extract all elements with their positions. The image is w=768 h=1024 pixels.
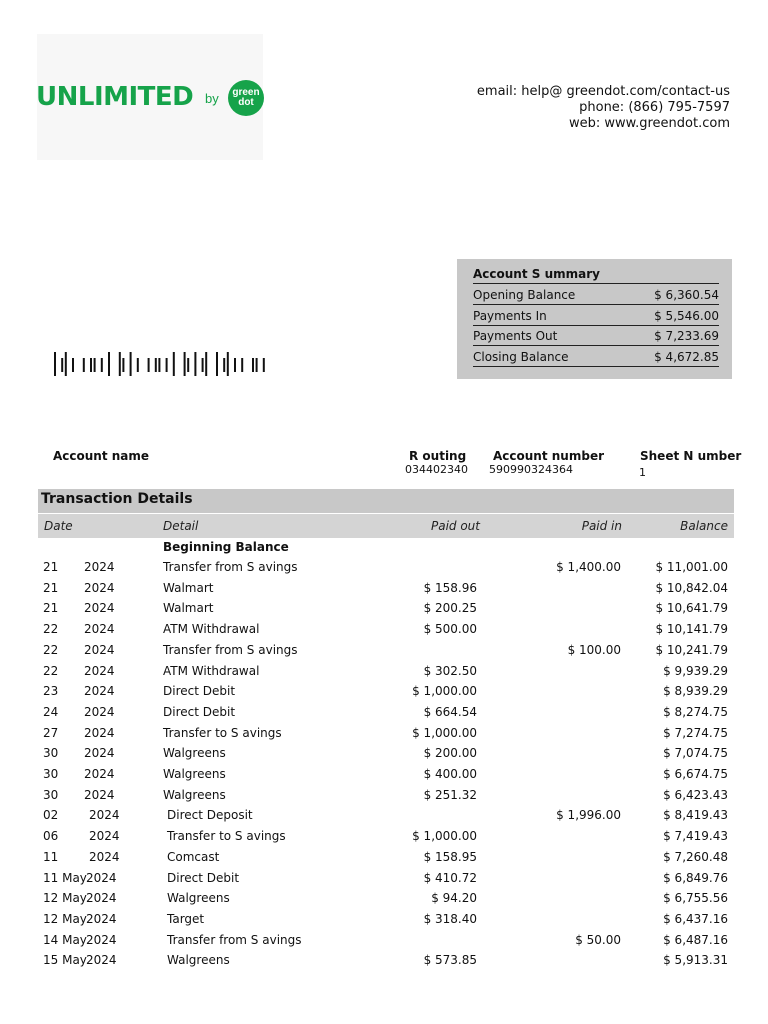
barcode-bar (234, 358, 236, 372)
row-paid-out: $ 573.85 (423, 953, 477, 968)
row-date-day: 30 (43, 767, 59, 781)
barcode-bar (90, 358, 92, 372)
summary-label: Payments Out (473, 329, 558, 344)
table-row (0, 767, 768, 788)
row-date-day: 21 (43, 601, 59, 616)
row-paid-out: $ 200.25 (423, 601, 477, 616)
row-paid-out: $ 94.20 (431, 891, 477, 906)
row-balance: $ 6,437.16 (663, 911, 728, 926)
barcode-image (54, 352, 266, 378)
barcode-bar (137, 358, 139, 372)
table-row (0, 705, 768, 726)
barcode-bar (202, 358, 204, 372)
row-balance: $ 7,274.75 (663, 725, 728, 740)
row-paid-out: $ 158.95 (423, 849, 477, 864)
col-paid-out: Paid out (430, 519, 480, 533)
row-detail: Transfer from S avings (163, 642, 298, 657)
row-paid-in: $ 100.00 (567, 642, 621, 657)
transaction-details-title: Transaction Details (41, 491, 193, 507)
row-detail: Direct Deposit (167, 808, 253, 823)
row-date-year: 2024 (84, 622, 115, 637)
row-date-year: 2024 (84, 746, 115, 761)
row-detail: Direct Debit (167, 870, 240, 885)
row-balance: $ 6,674.75 (663, 767, 728, 781)
row-date-year: 2024 (89, 849, 120, 864)
row-balance: $ 5,913.31 (663, 953, 728, 968)
summary-row (473, 348, 719, 367)
brand-wordmark: UNLIMITED (36, 82, 194, 112)
row-date-day: 15 May (43, 953, 87, 968)
row-paid-out: $ 251.32 (423, 787, 477, 802)
row-balance: $ 11,001.00 (655, 560, 728, 574)
row-date-year: 2024 (84, 601, 115, 616)
row-date-year: 2024 (89, 808, 120, 823)
row-date-day: 22 (43, 622, 59, 637)
row-paid-out: $ 664.54 (423, 704, 477, 719)
row-date-day: 23 (43, 684, 59, 699)
row-detail: ATM Withdrawal (163, 622, 260, 637)
column-header-row (38, 514, 734, 538)
row-date-day: 14 May (43, 932, 87, 947)
row-paid-out: $ 400.00 (423, 767, 477, 781)
col-date: Date (44, 519, 73, 533)
col-detail: Detail (163, 519, 199, 533)
row-balance: $ 7,419.43 (663, 829, 728, 844)
row-balance: $ 8,274.75 (663, 704, 728, 719)
row-detail: Walgreens (163, 787, 226, 802)
row-date-year: 2024 (89, 829, 120, 844)
beginning-balance-label: Beginning Balance (163, 540, 289, 554)
row-date-day: 06 (43, 829, 59, 844)
row-balance: $ 6,423.43 (663, 787, 728, 802)
transaction-details-header (38, 489, 734, 513)
row-detail: Walgreens (167, 891, 230, 906)
summary-label: Opening Balance (473, 288, 576, 302)
contact-web: web: www.greendot.com (569, 116, 730, 131)
row-date-day: 12 May (43, 891, 87, 906)
row-date-day: 27 (43, 725, 59, 740)
table-row (0, 581, 768, 602)
row-detail: Walmart (163, 601, 214, 616)
row-date-year: 2024 (84, 725, 115, 740)
summary-row (473, 307, 719, 326)
barcode-bar (158, 358, 160, 372)
row-paid-out: $ 410.72 (423, 870, 477, 885)
summary-title-row (473, 265, 719, 284)
contact-email: email: help@ greendot.com/contact-us (476, 84, 730, 99)
row-detail: Direct Debit (163, 704, 236, 719)
row-date-day: 21 (43, 580, 59, 595)
row-date-day: 11 May (43, 870, 87, 885)
barcode-bar (61, 358, 63, 372)
brand-by-text: by (205, 91, 219, 106)
table-row (0, 808, 768, 829)
sheet-number-value: 1 (639, 466, 646, 479)
row-date-year: 2024 (86, 953, 117, 968)
row-detail: Comcast (167, 849, 220, 864)
row-balance: $ 9,939.29 (663, 663, 728, 678)
table-row (0, 622, 768, 643)
col-paid-in: Paid in (581, 519, 622, 533)
row-date-year: 2024 (86, 911, 117, 926)
row-balance: $ 10,241.79 (655, 642, 728, 657)
row-paid-out: $ 200.00 (423, 746, 477, 761)
row-balance: $ 7,260.48 (663, 849, 728, 864)
row-date-year: 2024 (86, 870, 117, 885)
summary-label: Payments In (473, 308, 547, 323)
row-date-year: 2024 (84, 560, 115, 574)
summary-title: Account S ummary (473, 267, 600, 281)
barcode-bar (122, 358, 124, 372)
table-row (0, 684, 768, 705)
greendot-logo (228, 80, 264, 116)
row-paid-out: $ 1,000.00 (412, 725, 477, 740)
table-row (0, 726, 768, 747)
barcode-bar (148, 358, 150, 372)
row-date-day: 30 (43, 746, 59, 761)
row-date-day: 24 (43, 704, 59, 719)
barcode-bar (83, 358, 85, 372)
barcode-bar (166, 358, 168, 372)
row-balance: $ 10,641.79 (655, 601, 728, 616)
routing-value: 034402340 (405, 463, 468, 476)
table-row (0, 560, 768, 581)
row-date-year: 2024 (84, 767, 115, 781)
row-balance: $ 8,939.29 (663, 684, 728, 699)
table-row (0, 829, 768, 850)
row-date-day: 22 (43, 642, 59, 657)
summary-label: Closing Balance (473, 350, 569, 365)
row-paid-out: $ 1,000.00 (412, 684, 477, 699)
row-paid-out: $ 1,000.00 (412, 829, 477, 844)
row-date-day: 21 (43, 560, 59, 574)
row-paid-out: $ 318.40 (423, 911, 477, 926)
row-date-year: 2024 (84, 704, 115, 719)
table-row (0, 601, 768, 622)
table-row (0, 746, 768, 767)
row-balance: $ 8,419.43 (663, 808, 728, 823)
row-detail: Transfer to S avings (167, 829, 286, 844)
account-number-label: Account number (493, 449, 604, 463)
sheet-number-label: Sheet N umber (640, 449, 742, 463)
barcode-bar (119, 352, 121, 376)
table-row (0, 933, 768, 954)
row-date-year: 2024 (84, 642, 115, 657)
row-balance: $ 6,755.56 (663, 891, 728, 906)
barcode-bar (94, 358, 96, 372)
row-detail: Target (167, 911, 205, 926)
summary-value: $ 4,672.85 (654, 350, 719, 365)
row-date-day: 11 (43, 849, 59, 864)
row-paid-in: $ 50.00 (575, 932, 621, 947)
barcode-bar (263, 358, 265, 372)
row-detail: Transfer from S avings (163, 560, 298, 574)
row-balance: $ 7,074.75 (663, 746, 728, 761)
barcode-bar (227, 352, 229, 376)
row-balance: $ 10,141.79 (655, 622, 728, 637)
barcode-bar (155, 358, 157, 372)
table-row (0, 891, 768, 912)
row-date-day: 22 (43, 663, 59, 678)
barcode-bar (184, 352, 186, 376)
summary-row (473, 327, 719, 346)
table-row (0, 850, 768, 871)
barcode-bar (173, 352, 175, 376)
beginning-balance-row (0, 540, 768, 561)
row-paid-in: $ 1,996.00 (556, 808, 621, 823)
row-paid-out: $ 302.50 (423, 663, 477, 678)
row-date-year: 2024 (84, 787, 115, 802)
row-paid-out: $ 500.00 (423, 622, 477, 637)
account-name-label: Account name (53, 449, 150, 463)
row-detail: Walgreens (167, 953, 230, 968)
table-row (0, 953, 768, 974)
row-detail: Direct Debit (163, 684, 236, 699)
barcode-bar (54, 352, 56, 376)
barcode-bar (194, 352, 196, 376)
summary-row (473, 286, 719, 305)
barcode-bar (108, 352, 110, 376)
barcode-bar (65, 352, 67, 376)
row-balance: $ 6,849.76 (663, 870, 728, 885)
summary-value: $ 7,233.69 (654, 329, 719, 344)
row-paid-in: $ 1,400.00 (556, 560, 621, 574)
row-detail: Transfer to S avings (163, 725, 282, 740)
row-date-day: 30 (43, 787, 59, 802)
row-detail: Walmart (163, 580, 214, 595)
barcode-bar (130, 352, 132, 376)
table-row (0, 664, 768, 685)
account-summary (457, 259, 732, 379)
barcode-bar (101, 358, 103, 372)
row-date-year: 2024 (84, 580, 115, 595)
table-row (0, 643, 768, 664)
routing-label: R outing (409, 449, 467, 463)
row-detail: ATM Withdrawal (163, 663, 260, 678)
barcode-bar (223, 358, 225, 372)
row-detail: Walgreens (163, 767, 226, 781)
col-balance: Balance (680, 519, 728, 533)
row-detail: Transfer from S avings (167, 932, 302, 947)
row-paid-out: $ 158.96 (423, 580, 477, 595)
row-date-day: 02 (43, 808, 59, 823)
table-row (0, 788, 768, 809)
barcode-bar (216, 352, 218, 376)
barcode-bar (252, 358, 254, 372)
row-balance: $ 10,842.04 (655, 580, 728, 595)
summary-value: $ 6,360.54 (654, 288, 719, 302)
contact-phone: phone: (866) 795-7597 (579, 100, 730, 115)
account-number-value: 590990324364 (489, 463, 573, 476)
row-date-day: 12 May (43, 911, 87, 926)
summary-value: $ 5,546.00 (654, 308, 719, 323)
row-date-year: 2024 (86, 932, 117, 947)
row-balance: $ 6,487.16 (663, 932, 728, 947)
logo-text-line1: green (232, 87, 260, 98)
barcode-bar (205, 352, 207, 376)
barcode-bar (72, 358, 74, 372)
row-date-year: 2024 (84, 663, 115, 678)
barcode-bar (187, 358, 189, 372)
barcode-bar (241, 358, 243, 372)
logo-text-line2: dot (238, 97, 254, 108)
row-detail: Walgreens (163, 746, 226, 761)
barcode-bar (256, 358, 258, 372)
row-date-year: 2024 (86, 891, 117, 906)
row-date-year: 2024 (84, 684, 115, 699)
table-row (0, 871, 768, 892)
table-row (0, 912, 768, 933)
